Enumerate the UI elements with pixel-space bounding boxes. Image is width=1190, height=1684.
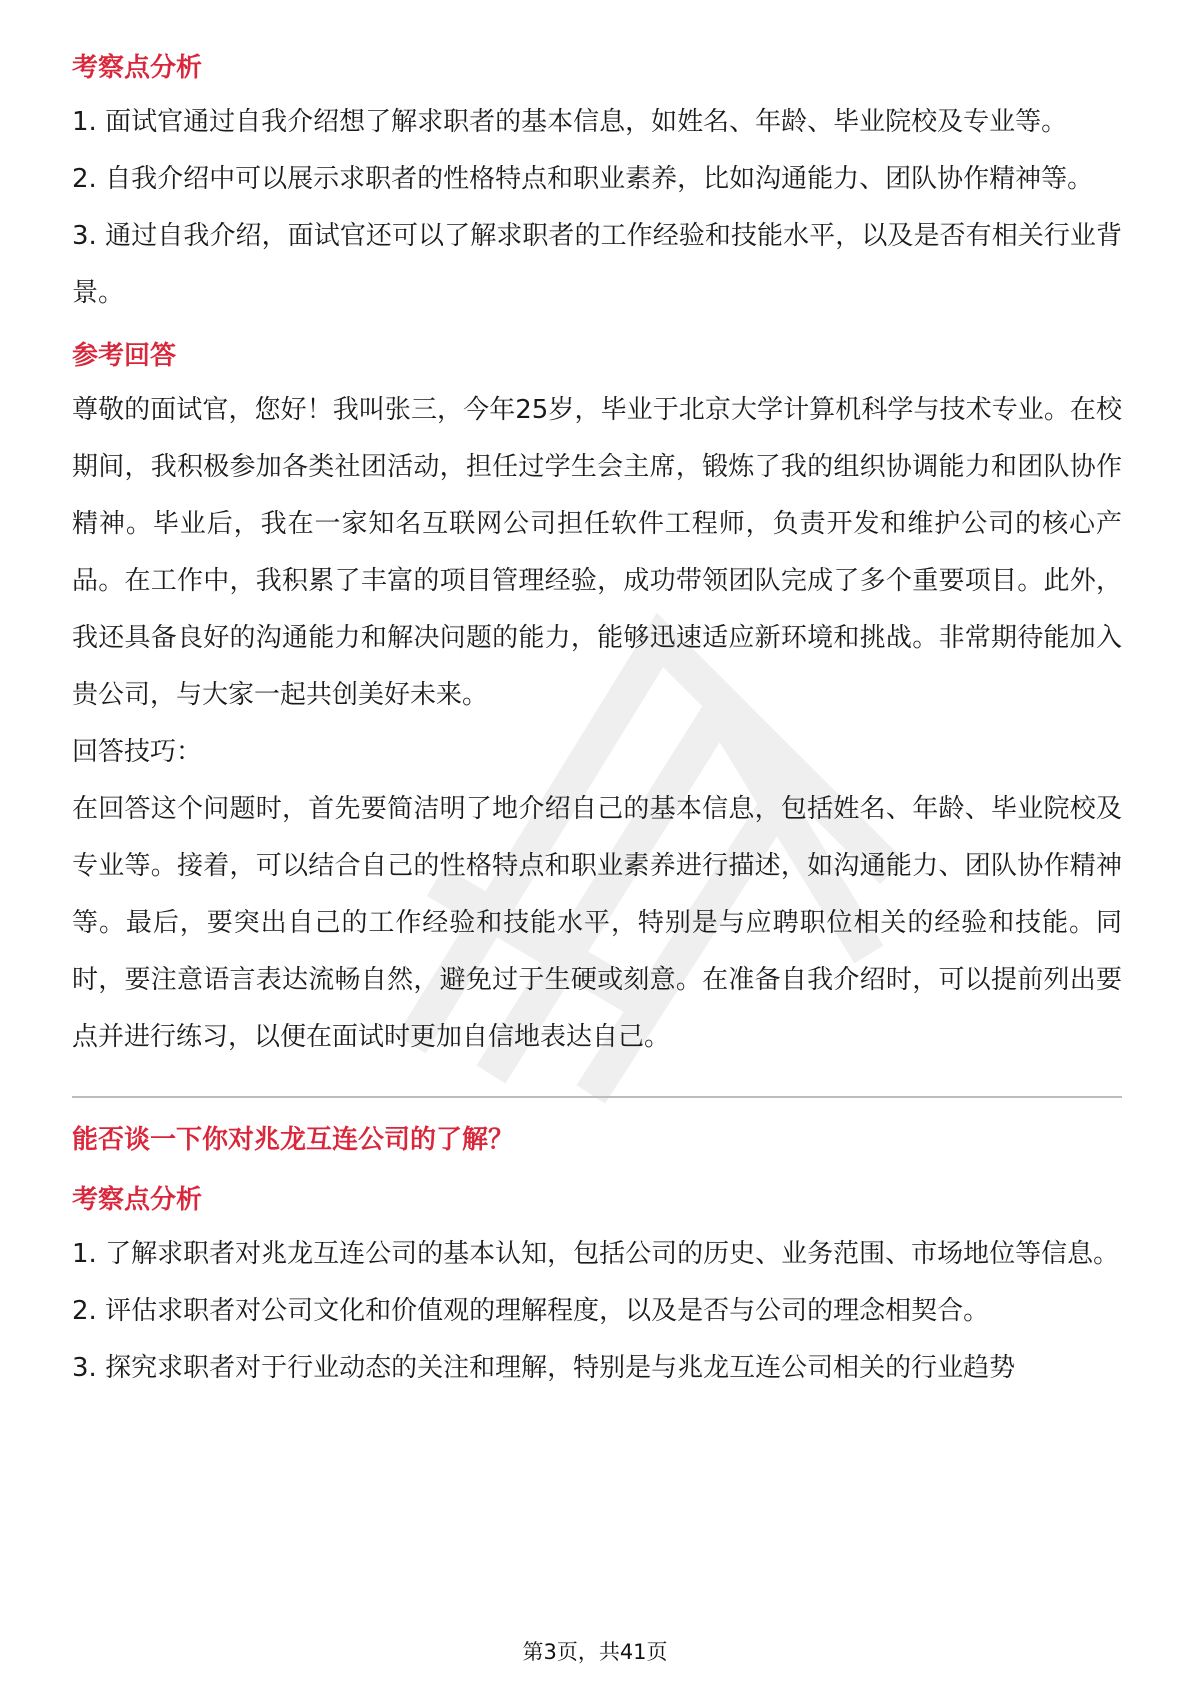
answer-tips-text: 在回答这个问题时，首先要简洁明了地介绍自己的基本信息，包括姓名、年龄、毕业院校及专业等。接着，可以结合自己的性格特点和职业素养进行描述，如沟通能力、团队协作精神等。最后，要突出自己的工作经验和技能水平，特别是与应聘职位相关的经验和技能。同时，要注意语言表达流畅自然，避免过于生硬或刻意。在准备自我介绍时，可以提前列出要点并进行练习，以便在面试时更加自信地表达自己。 xyxy=(72,794,1122,1052)
question-title: 能否谈一下你对兆龙互连公司的了解？ xyxy=(72,1125,515,1155)
answer-tips-label: 回答技巧： xyxy=(72,737,203,767)
document-content xyxy=(72,48,1122,1397)
analysis-point-2: 2. 自我介绍中可以展示求职者的性格特点和职业素养，比如沟通能力、团队协作精神等。 xyxy=(72,164,1094,194)
section-heading-analysis: 考察点分析 xyxy=(72,53,203,83)
section-heading-reference-answer: 参考回答 xyxy=(72,341,177,371)
analysis2-point-3: 3. 探究求职者对于行业动态的关注和理解，特别是与兆龙互连公司相关的行业趋势 xyxy=(72,1353,1016,1383)
analysis2-point-1: 1. 了解求职者对兆龙互连公司的基本认知，包括公司的历史、业务范围、市场地位等信息。 xyxy=(72,1239,1120,1269)
reference-answer-text: 尊敬的面试官，您好！我叫张三，今年25岁，毕业于北京大学计算机科学与技术专业。在校期间，我积极参加各类社团活动，担任过学生会主席，锻炼了我的组织协调能力和团队协作精神。毕业后，我在一家知名互联网公司担任软件工程师，负责开发和维护公司的核心产品。在工作中，我积累了丰富的项目管理经验，成功带领团队完成了多个重要项目。此外，我还具备良好的沟通能力和解决问题的能力，能够迅速适应新环境和挑战。非常期待能加入贵公司，与大家一起共创美好未来。 xyxy=(72,395,1122,710)
section-heading-analysis-2: 考察点分析 xyxy=(72,1185,203,1215)
section-divider xyxy=(72,1096,1122,1098)
page-number-footer: 第3页，共41页 xyxy=(522,1640,668,1664)
analysis-point-1: 1. 面试官通过自我介绍想了解求职者的基本信息，如姓名、年龄、毕业院校及专业等。 xyxy=(72,107,1068,137)
analysis2-point-2: 2. 评估求职者对公司文化和价值观的理解程度，以及是否与公司的理念相契合。 xyxy=(72,1296,990,1326)
analysis-point-3: 3. 通过自我介绍，面试官还可以了解求职者的工作经验和技能水平，以及是否有相关行业背景。 xyxy=(72,221,1122,308)
